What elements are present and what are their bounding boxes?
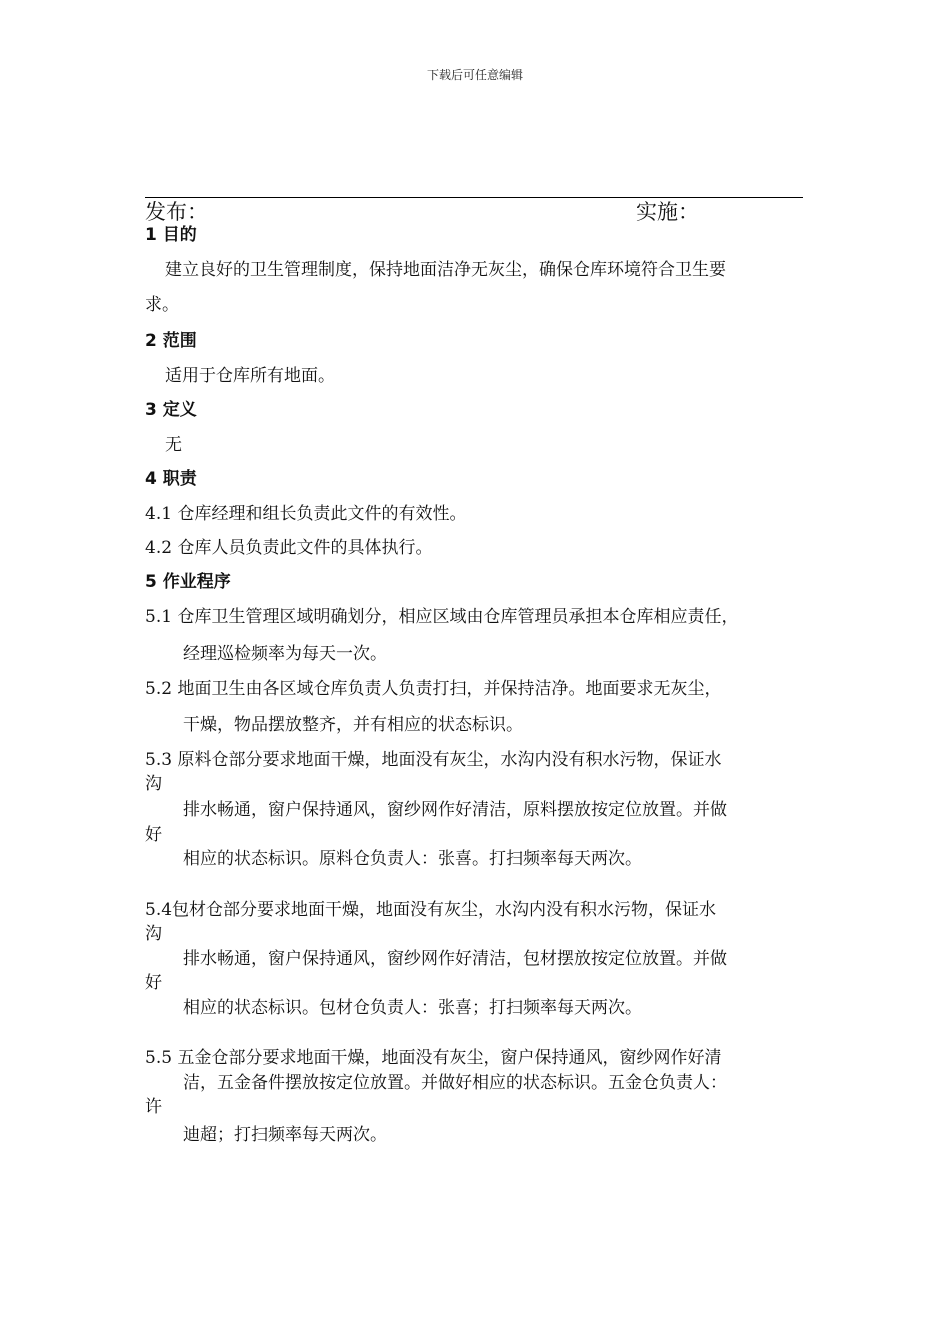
list-item: 5.3 原料仓部分要求地面干燥，地面没有灰尘，水沟内没有积水污物，保证水 xyxy=(145,750,722,770)
body-line: 适用于仓库所有地面。 xyxy=(165,366,335,386)
body-line: 建立良好的卫生管理制度，保持地面洁净无灰尘，确保仓库环境符合卫生要 xyxy=(165,260,726,280)
section-heading-purpose: 1 目的 xyxy=(145,225,197,245)
list-item-wrap: 沟 xyxy=(145,924,162,944)
implement-label: 实施： xyxy=(636,200,699,224)
section-heading-procedure: 5 作业程序 xyxy=(145,572,231,592)
list-item-wrap: 好 xyxy=(145,973,162,993)
header-rule xyxy=(145,197,803,198)
section-heading-responsibility: 4 职责 xyxy=(145,469,197,489)
section-heading-scope: 2 范围 xyxy=(145,331,197,351)
list-item-continuation: 经理巡检频率为每天一次。 xyxy=(183,644,387,664)
list-item-continuation: 干燥，物品摆放整齐，并有相应的状态标识。 xyxy=(183,715,523,735)
body-line: 求。 xyxy=(145,295,179,315)
header-note: 下载后可任意编辑 xyxy=(426,68,523,82)
list-item-wrap: 沟 xyxy=(145,774,162,794)
list-item-continuation: 相应的状态标识。包材仓负责人：张喜；打扫频率每天两次。 xyxy=(183,998,642,1018)
list-item: 5.5 五金仓部分要求地面干燥，地面没有灰尘，窗户保持通风，窗纱网作好清 xyxy=(145,1048,722,1068)
list-item-wrap: 许 xyxy=(145,1097,162,1117)
list-item-continuation: 相应的状态标识。原料仓负责人：张喜。打扫频率每天两次。 xyxy=(183,849,642,869)
list-item: 4.2 仓库人员负责此文件的具体执行。 xyxy=(145,538,433,558)
list-item: 4.1 仓库经理和组长负责此文件的有效性。 xyxy=(145,504,467,524)
list-item-continuation: 洁，五金备件摆放按定位放置。并做好相应的状态标识。五金仓负责人： xyxy=(183,1073,727,1093)
list-item-wrap: 好 xyxy=(145,825,162,845)
list-item: 5.1 仓库卫生管理区域明确划分，相应区域由仓库管理员承担本仓库相应责任， xyxy=(145,607,739,627)
publish-label: 发布： xyxy=(145,200,208,224)
list-item: 5.2 地面卫生由各区域仓库负责人负责打扫，并保持洁净。地面要求无灰尘， xyxy=(145,679,722,699)
body-line: 无 xyxy=(165,435,182,455)
list-item: 5.4包材仓部分要求地面干燥，地面没有灰尘，水沟内没有积水污物，保证水 xyxy=(145,900,717,920)
list-item-continuation: 排水畅通，窗户保持通风，窗纱网作好清洁，原料摆放按定位放置。并做 xyxy=(183,800,727,820)
section-heading-definition: 3 定义 xyxy=(145,400,197,420)
list-item-continuation: 排水畅通，窗户保持通风，窗纱网作好清洁，包材摆放按定位放置。并做 xyxy=(183,949,727,969)
list-item-continuation: 迪超；打扫频率每天两次。 xyxy=(183,1125,387,1145)
